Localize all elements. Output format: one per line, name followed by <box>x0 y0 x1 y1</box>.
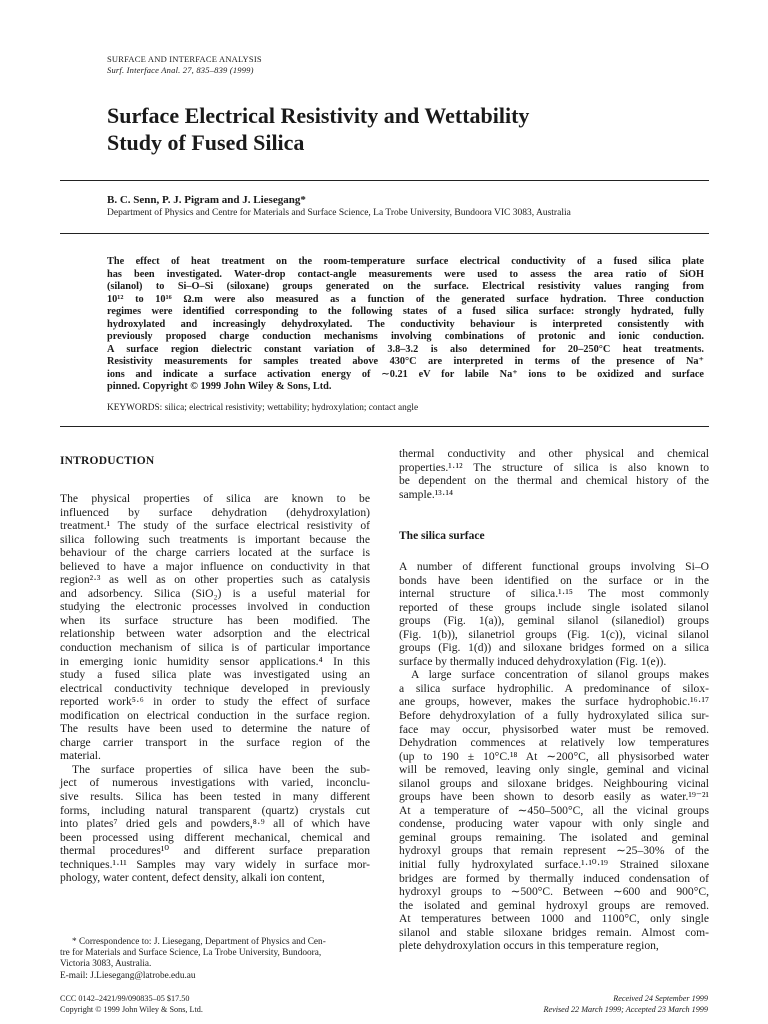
body-line: At temperatures between 1000 and 1100°C, only single <box>399 912 709 926</box>
footer-left <box>60 994 203 1015</box>
subsection-heading-silica-surface: The silica surface <box>399 530 485 542</box>
body-line: (Fig. 1(b)), silanetriol groups (Fig. 1(c)), vicinal silanol <box>399 627 709 641</box>
footnote-line: * Correspondence to: J. Liesegang, Department of Physics and Cen- <box>72 937 326 947</box>
received-date: Received 24 September 1999 <box>613 994 708 1003</box>
body-line: plete dehydroxylation occurs in this temperature region, <box>399 939 659 953</box>
section-heading-introduction: INTRODUCTION <box>60 455 155 467</box>
abstract-line: hydroxylated and increasingly dehydroxylated. The conductivity behaviour is interpreted consistently with <box>107 318 704 330</box>
abstract-line: The effect of heat treatment on the room-temperature surface electrical conductivity of a fused silica plate <box>107 256 704 267</box>
body-line: charge carrier transport in the surface region of the <box>60 735 370 749</box>
body-line: silica following such treatments is important because the <box>60 532 370 546</box>
body-line: been processed using different mechanical, chemical and <box>60 830 370 844</box>
body-line: geminal groups remaining. The isolated and geminal <box>399 830 709 844</box>
body-line: study a fused silica plate was investigated using an <box>60 668 370 682</box>
body-line: face may occur, physisorbed water must be removed. <box>399 722 709 736</box>
body-line: internal structure of silica.¹·¹⁵ The most commonly <box>399 587 709 601</box>
body-line: forms, including natural transparent (quartz) crystals cut <box>60 803 370 817</box>
body-line: will be removed, leaving only single, geminal and vicinal <box>399 763 709 777</box>
abstract-line: pinned. Copyright © 1999 John Wiley & Sons, Ltd. <box>107 381 332 392</box>
body-line: A large surface concentration of silanol groups makes <box>411 668 709 682</box>
body-line: silanol and stable siloxane bridges remain. Almost com- <box>399 925 709 939</box>
abstract-line: (silanol) to Si–O–Si (siloxane) groups generated on the surface. Electrical resistivity values ranging from <box>107 281 704 292</box>
footnote-line: Victoria 3083, Australia. <box>60 959 152 970</box>
right-column-top <box>399 447 709 501</box>
paper-title-line-2: Study of Fused Silica <box>107 130 305 155</box>
body-line: ject of numerous investigations with varied, inconclu- <box>60 776 370 790</box>
body-line: behaviour of the charge carriers located at the surface is <box>60 546 370 560</box>
body-line: thermal procedures¹⁰ and different surface preparation <box>60 844 370 858</box>
correspondence-footnote <box>60 937 370 982</box>
body-line: a silica surface hydrophilic. A predominance of silox- <box>399 681 709 695</box>
body-line: believed to have a major influence on conductivity in that <box>60 559 370 573</box>
paper-title-line-1: Surface Electrical Resistivity and Wettability <box>107 103 530 128</box>
body-line: hydroxyl groups that remain represent ∼25–30% of the <box>399 844 709 858</box>
body-line: properties.¹·¹² The structure of silica is also known to <box>399 460 709 474</box>
body-line: into plates⁷ dried gels and powders,⁸·⁹ all of which have <box>60 817 370 831</box>
body-line: surface by thermally induced dehydroxylation (Fig. 1(e)). <box>399 654 667 668</box>
body-line: conduction mechanism of silica is of particular importance <box>60 641 370 655</box>
body-line: At a temperature of ∼450–500°C, all the vicinal groups <box>399 803 709 817</box>
abstract-line: regimes were identified corresponding to the following states of a fused silica surface: strongly hydrated, fully <box>107 306 704 317</box>
body-line: groups (Fig. 1(a)), geminal silanol (silanediol) groups <box>399 614 709 628</box>
authors: B. C. Senn, P. J. Pigram and J. Liesegang* <box>107 194 306 206</box>
body-line: treatment.¹ The study of the surface electrical resistivity of <box>60 519 370 533</box>
body-line: (up to 190 ± 10°C.¹⁸ At ∼200°C, all physisorbed water <box>399 749 709 763</box>
body-line: bonds have been identified on the surface or in the <box>399 573 709 587</box>
footnote-line: E-mail: J.Liesegang@latrobe.edu.au <box>60 970 196 981</box>
abstract-line: previously proposed charge conduction mechanisms involving combinations of protonic and ionic conduction. <box>107 331 704 342</box>
left-column-body <box>60 492 370 885</box>
body-line: condense, producing water vapour with only single and <box>399 817 709 831</box>
body-line: Before dehydroxylation of a fully hydroxylated silica sur- <box>399 709 709 723</box>
body-line: the isolated and geminal hydroxyl groups are removed. <box>399 898 709 912</box>
body-line: thermal conductivity and other physical and chemical <box>399 447 709 460</box>
body-line: when its surface structure has been modified. The <box>60 613 370 627</box>
keywords: KEYWORDS: silica; electrical resistivity; wettability; hydroxylation; contact angle <box>107 403 419 413</box>
abstract <box>107 256 704 394</box>
body-line: A number of different functional groups involving Si–O <box>399 560 709 573</box>
right-column-body <box>399 560 709 953</box>
ccc-code: CCC 0142–2421/99/090835–05 $17.50 <box>60 994 190 1003</box>
affiliation-rule <box>60 233 709 234</box>
body-line: modification on electrical conduction in the surface region. <box>60 708 370 722</box>
journal-header <box>107 54 262 76</box>
copyright: Copyright © 1999 John Wiley & Sons, Ltd. <box>60 1004 203 1014</box>
body-line: material. <box>60 749 101 763</box>
body-line: electrical conductivity technique developed in previously <box>60 681 370 695</box>
journal-citation: Surf. Interface Anal. 27, 835–839 (1999) <box>107 65 254 75</box>
body-line: reported of these groups include single isolated silanol <box>399 600 709 614</box>
body-line: be dependent on the thermal and chemical history of the <box>399 474 709 488</box>
abstract-rule <box>60 426 709 427</box>
abstract-line: Resistivity measurements for samples treated above 430°C are interpreted in terms of the presence of Na⁺ <box>107 356 704 367</box>
body-line: sample.¹³·¹⁴ <box>399 487 454 501</box>
body-line: groups have been shown to desorb easily as water.¹⁹⁻²¹ <box>399 790 709 804</box>
body-line: initial fully hydroxylated surface.¹·¹⁰·¹⁹ Strained siloxane <box>399 858 709 872</box>
body-line: influenced by surface dehydration (dehydroxylation) <box>60 505 370 519</box>
footnote-line: tre for Materials and Surface Science, La Trobe University, Bundoora, <box>60 948 322 959</box>
paper-title <box>107 102 667 156</box>
body-line: and adsorbency. Silica (SiO₂) is a useful material for <box>60 586 370 600</box>
body-line: groups (Fig. 1(d)) and siloxane bridges formed on a silica <box>399 641 709 655</box>
body-line: ane groups, however, makes the surface hydrophobic.¹⁶·¹⁷ <box>399 695 709 709</box>
body-line: reported work⁵·⁶ in order to study the effect of surface <box>60 695 370 709</box>
subsection-heading-wrap <box>399 530 709 544</box>
footer-right <box>543 994 708 1015</box>
affiliation: Department of Physics and Centre for Materials and Surface Science, La Trobe University, Bundoora VIC 3083, Australia <box>107 208 571 218</box>
body-line: The surface properties of silica have been the sub- <box>72 762 370 776</box>
body-line: sive results. Silica has been tested in many different <box>60 790 370 804</box>
journal-name: SURFACE AND INTERFACE ANALYSIS <box>107 54 262 64</box>
body-line: relationship between water adsorption and the electrical <box>60 627 370 641</box>
abstract-line: A surface region dielectric constant variation of 3.8–3.2 is also determined for 20–250°C heat treatments. <box>107 343 704 355</box>
abstract-line: ions and indicate a surface activation energy of ∼0.21 eV for labile Na⁺ ions to be oxidized and surface <box>107 368 704 380</box>
body-line: in emerging ionic humidity sensor applications.⁴ In this <box>60 654 370 668</box>
body-line: Dehydration commences at relatively low temperatures <box>399 736 709 750</box>
intro-heading-wrap <box>60 455 370 469</box>
body-line: The results have been used to determine the nature of <box>60 722 370 736</box>
abstract-line: 10¹² to 10¹⁶ Ω.m were also measured as a function of the generated surface hydration. Three conduction <box>107 293 704 305</box>
body-line: studying the electronic processes involved in conduction <box>60 600 370 614</box>
body-line: techniques.¹·¹¹ Samples may vary widely in surface mor- <box>60 857 370 871</box>
body-line: region²·³ as well as on other properties such as catalysis <box>60 573 370 587</box>
abstract-line: has been investigated. Water-drop contact-angle measurements were used to assess the area ratio of SiOH <box>107 268 704 280</box>
revised-date: Revised 22 March 1999; Accepted 23 March 1999 <box>543 1004 708 1014</box>
title-rule <box>60 180 709 181</box>
body-line: silanol groups and siloxane bridges. Neighbouring vicinal <box>399 776 709 790</box>
body-line: bridges are formed by thermally induced condensation of <box>399 871 709 885</box>
body-line: The physical properties of silica are known to be <box>60 492 370 505</box>
body-line: hydroxyl groups to ∼500°C. Between ∼600 and 900°C, <box>399 885 709 899</box>
body-line: phology, water content, defect density, alkali ion content, <box>60 871 325 885</box>
